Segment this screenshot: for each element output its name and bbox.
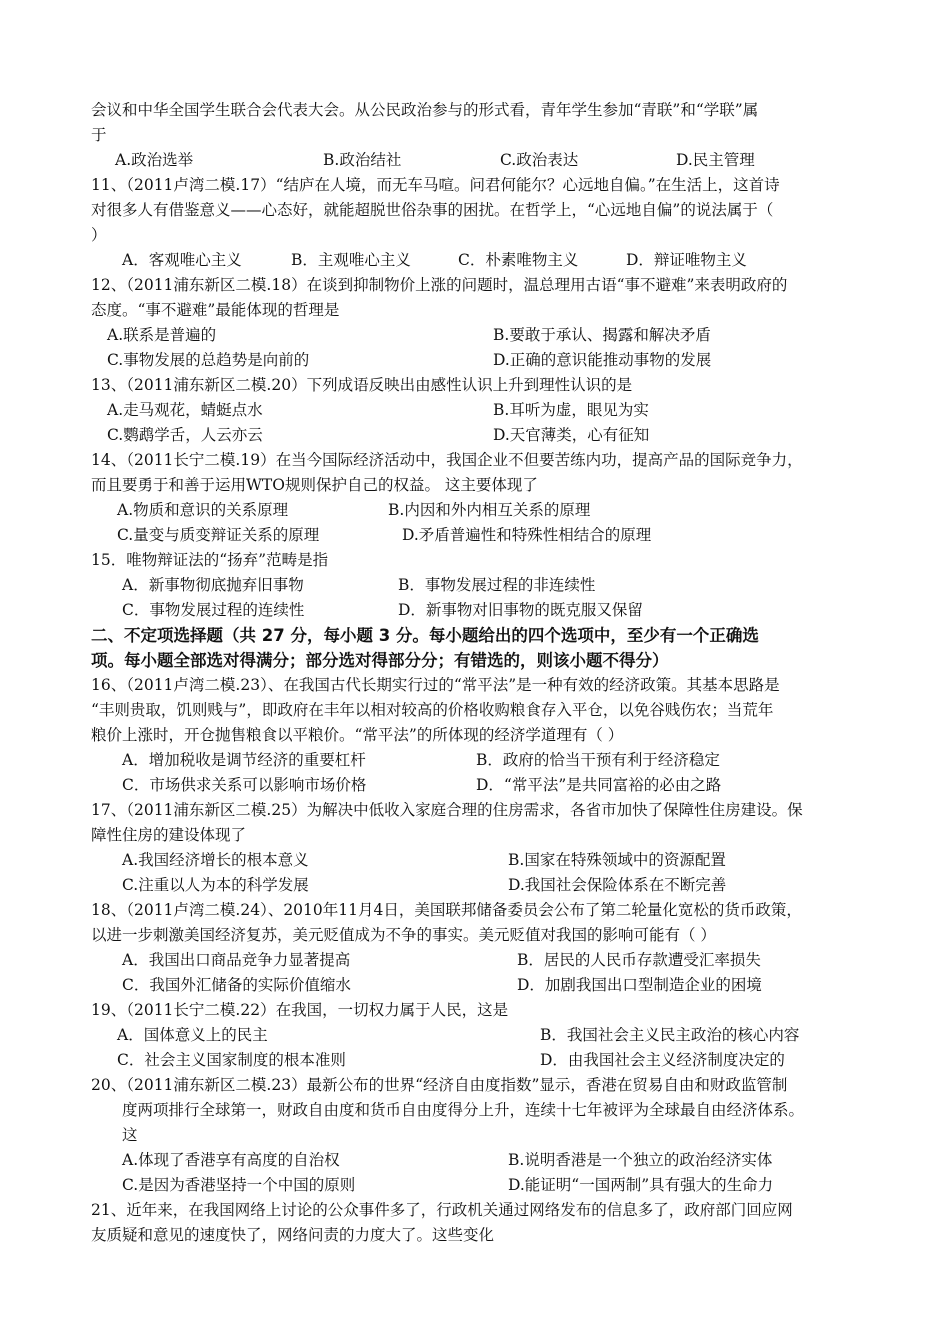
option-d: D.我国社会保险体系在不断完善 xyxy=(508,876,727,894)
question-12-text: 12、（2011浦东新区二模.18）在谈到抑制物价上涨的问题时，温总理用古语“事不避难”来表明政府的 xyxy=(91,276,788,294)
option-b: B．我国社会主义民主政治的核心内容 xyxy=(540,1026,800,1044)
question-15-text: 15．唯物辩证法的“扬弃”范畴是指 xyxy=(91,551,329,569)
option-a: A.体现了香港享有高度的自治权 xyxy=(122,1151,340,1169)
option-c: C．朴素唯物主义 xyxy=(458,251,579,269)
question-19-text: 19、（2011长宁二模.22）在我国，一切权力属于人民，这是 xyxy=(91,1001,509,1019)
option-d: D．新事物对旧事物的既克服又保留 xyxy=(398,601,643,619)
question-21-text: 21、近年来，在我国网络上讨论的公众事件多了，行政机关通过网络发布的信息多了，政府部门回应网 xyxy=(91,1201,793,1219)
option-a: A．增加税收是调节经济的重要杠杆 xyxy=(122,751,366,769)
question-13-text: 13、（2011浦东新区二模.20）下列成语反映出由感性认识上升到理性认识的是 xyxy=(91,376,633,394)
option-c: C．社会主义国家制度的根本准则 xyxy=(117,1051,346,1069)
option-b: B.要敢于承认、揭露和解决矛盾 xyxy=(493,326,711,344)
option-b: B.国家在特殊领域中的资源配置 xyxy=(508,851,726,869)
option-c: C．事物发展过程的连续性 xyxy=(122,601,305,619)
question-11-text: 11、（2011卢湾二模.17）“结庐在人境，而无车马喧。问君何能尔？心远地自偏。”在生活上，这首诗 xyxy=(91,176,780,194)
question-14-text: 而且要勇于和善于运用WTO规则保护自己的权益。 这主要体现了 xyxy=(91,476,538,494)
option-d: D.矛盾普遍性和特殊性相结合的原理 xyxy=(402,526,652,544)
question-20-text: 度两项排行全球第一，财政自由度和货币自由度得分上升，连续十七年被评为全球最自由经济体系。 xyxy=(122,1101,805,1119)
option-b: B.说明香港是一个独立的政治经济实体 xyxy=(508,1151,773,1169)
option-c: C.量变与质变辩证关系的原理 xyxy=(117,526,320,544)
question-17-text: 障性住房的建设体现了 xyxy=(91,826,247,844)
option-c: C.政治表达 xyxy=(500,151,579,169)
option-d: D.民主管理 xyxy=(676,151,755,169)
question-18-text: 18、（2011卢湾二模.24）、2010年11月4日，美国联邦储备委员会公布了第二轮量化宽松的货币政策， xyxy=(91,901,802,919)
option-a: A．我国出口商品竞争力显著提高 xyxy=(122,951,351,969)
question-16-text: “丰则贵取，饥则贱与”，即政府在丰年以相对较高的价格收购粮食存入平仓，以免谷贱伤农；当荒年 xyxy=(91,701,774,719)
option-d: D.能证明“一国两制”具有强大的生命力 xyxy=(508,1176,774,1194)
question-20-text: 20、（2011浦东新区二模.23）最新公布的世界“经济自由度指数”显示，香港在贸易自由和财政监管制 xyxy=(91,1076,788,1094)
option-a: A.走马观花，蜻蜓点水 xyxy=(107,401,263,419)
option-a: A．新事物彻底抛弃旧事物 xyxy=(122,576,304,594)
option-d: D．“常平法”是共同富裕的必由之路 xyxy=(476,776,722,794)
question-20-text: 这 xyxy=(122,1126,138,1144)
option-c: C.注重以人为本的科学发展 xyxy=(122,876,309,894)
option-b: B．政府的恰当干预有利于经济稳定 xyxy=(476,751,720,769)
option-c: C．我国外汇储备的实际价值缩水 xyxy=(122,976,351,994)
option-a: A．国体意义上的民主 xyxy=(117,1026,268,1044)
question-text: 于 xyxy=(91,126,107,144)
option-b: B．居民的人民币存款遭受汇率损失 xyxy=(517,951,761,969)
question-12-text: 态度。“事不避难”最能体现的哲理是 xyxy=(91,301,340,319)
question-11-text: 对很多人有借鉴意义——心态好，就能超脱世俗杂事的困扰。在哲学上，“心远地自偏”的说法属于（ xyxy=(91,201,774,219)
question-14-text: 14、（2011长宁二模.19）在当今国际经济活动中，我国企业不但要苦练内功，提高产品的国际竞争力， xyxy=(91,451,803,469)
section-heading: 二、不定项选择题（共 27 分，每小题 3 分。每小题给出的四个选项中，至少有一个正确选 xyxy=(91,626,759,645)
option-a: A.政治选举 xyxy=(115,151,194,169)
option-c: C.是因为香港坚持一个中国的原则 xyxy=(122,1176,356,1194)
question-11-text: ） xyxy=(91,226,107,244)
question-18-text: 以进一步刺激美国经济复苏，美元贬值成为不争的事实。美元贬值对我国的影响可能有（ ） xyxy=(91,926,716,944)
question-16-text: 16、（2011卢湾二模.23）、在我国古代长期实行过的“常平法”是一种有效的经济政策。其基本思路是 xyxy=(91,676,780,694)
question-17-text: 17、（2011浦东新区二模.25）为解决中低收入家庭合理的住房需求，各省市加快了保障性住房建设。保 xyxy=(91,801,803,819)
option-a: A.联系是普遍的 xyxy=(107,326,217,344)
option-a: A．客观唯心主义 xyxy=(122,251,242,269)
section-heading: 项。每小题全部选对得满分；部分选对得部分分；有错选的，则该小题不得分） xyxy=(91,651,669,670)
option-b: B.内因和外内相互关系的原理 xyxy=(388,501,591,519)
option-c: C.事物发展的总趋势是向前的 xyxy=(107,351,310,369)
option-d: D．辩证唯物主义 xyxy=(626,251,747,269)
option-c: C.鹦鹉学舌，人云亦云 xyxy=(107,426,263,444)
option-a: A.物质和意识的关系原理 xyxy=(117,501,289,519)
option-a: A.我国经济增长的根本意义 xyxy=(122,851,309,869)
option-d: D.天官薄类，心有征知 xyxy=(493,426,650,444)
option-d: D.正确的意识能推动事物的发展 xyxy=(493,351,712,369)
question-16-text: 粮价上涨时，开仓抛售粮食以平粮价。“常平法”的所体现的经济学道理有（ ） xyxy=(91,726,624,744)
option-c: C．市场供求关系可以影响市场价格 xyxy=(122,776,367,794)
option-b: B．主观唯心主义 xyxy=(291,251,411,269)
question-text: 会议和中华全国学生联合会代表大会。从公民政治参与的形式看，青年学生参加“青联”和“学联”属 xyxy=(91,101,759,119)
option-b: B.耳听为虚，眼见为实 xyxy=(493,401,649,419)
option-d: D．加剧我国出口型制造企业的困境 xyxy=(517,976,762,994)
option-b: B．事物发展过程的非连续性 xyxy=(398,576,596,594)
question-21-text: 友质疑和意见的速度快了，网络问责的力度大了。这些变化 xyxy=(91,1226,495,1244)
option-b: B.政治结社 xyxy=(323,151,402,169)
option-d: D．由我国社会主义经济制度决定的 xyxy=(540,1051,785,1069)
